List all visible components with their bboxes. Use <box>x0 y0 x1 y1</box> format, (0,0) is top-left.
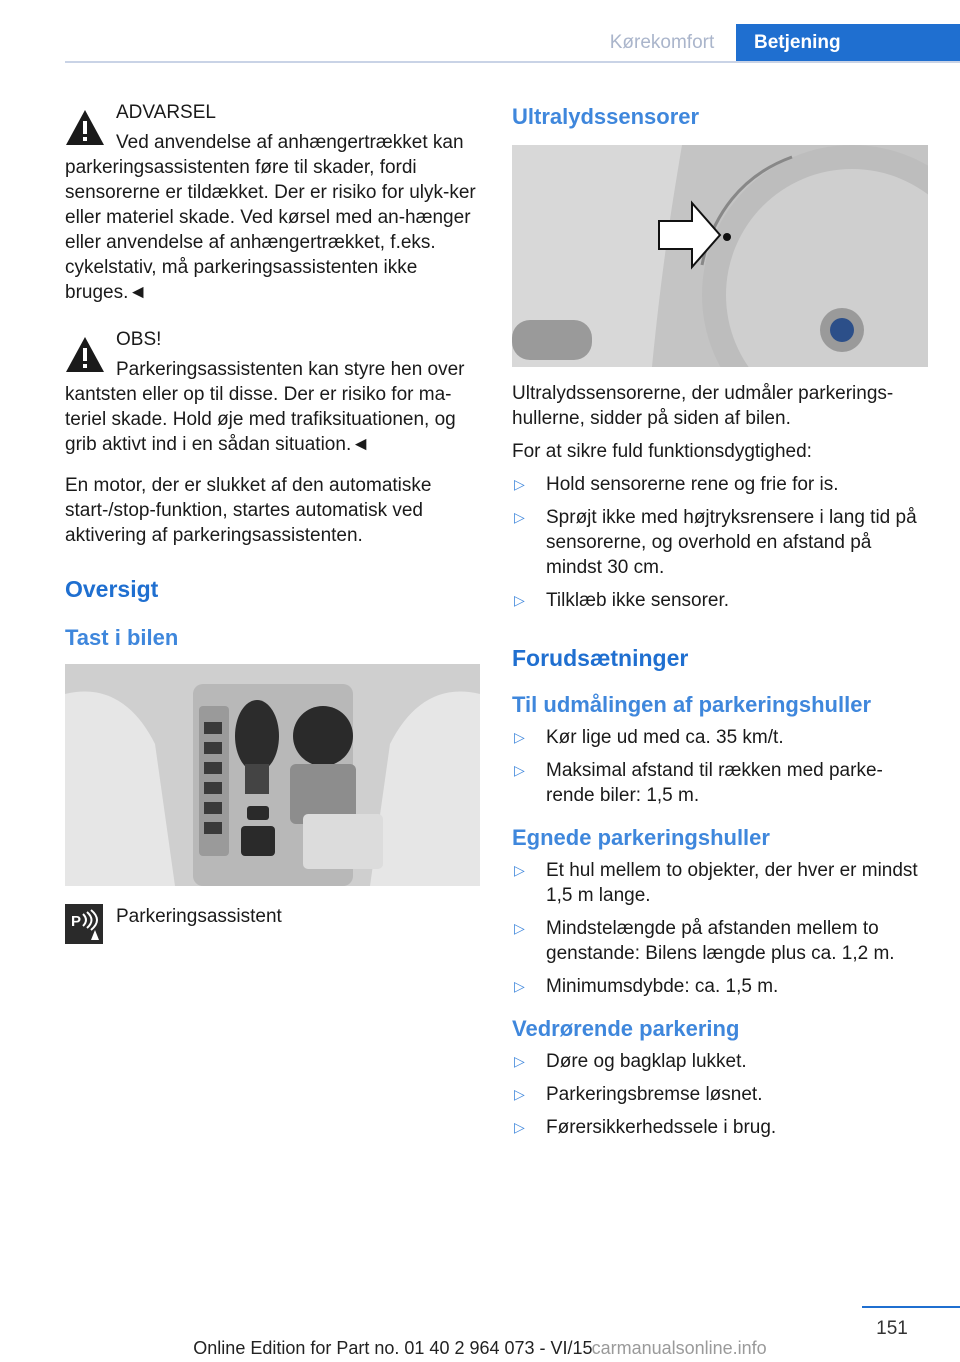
list-item: ▷ Minimumsdybde: ca. 1,5 m. <box>514 976 779 997</box>
list-item: ▷ Sprøjt ikke med højtryksrensere i lang tid på sensorerne, og overhold en afstand på mindst 30 cm. <box>514 507 917 578</box>
list-item: ▷ Parkeringsbremse løsnet. <box>514 1084 763 1105</box>
right-column <box>512 100 928 1148</box>
start-stop-paragraph: En motor, der er slukket af den automatiske start-/stop-funktion, startes automatisk ved aktivering af parkeringsassistenten. <box>65 475 432 546</box>
heading-tast-i-bilen: Tast i bilen <box>65 625 179 650</box>
parking-assistant-icon <box>65 904 103 944</box>
measure-list <box>512 725 928 808</box>
bullet-marker: ▷ <box>514 762 525 778</box>
suitable-list <box>512 858 928 999</box>
warning-title: ADVARSEL <box>116 102 216 123</box>
warning-icon <box>65 108 105 148</box>
edition-text: Online Edition for Part no. 01 40 2 964 073 - VI/15 <box>193 1338 593 1358</box>
page-number-rule <box>862 1306 960 1308</box>
bullet-marker: ▷ <box>514 1053 525 1069</box>
header-rule <box>65 61 960 63</box>
bullet-marker: ▷ <box>514 476 525 492</box>
footer-edition <box>0 1338 960 1359</box>
bullet-marker: ▷ <box>514 978 525 994</box>
caution-block <box>65 327 480 457</box>
bullet-marker: ▷ <box>514 1119 525 1135</box>
parking-list <box>512 1049 928 1140</box>
list-item: ▷ Maksimal afstand til rækken med parke‐rende biler: 1,5 m. <box>514 760 883 806</box>
list-item: ▷ Mindstelængde på afstanden mellem to genstande: Bilens længde plus ca. 1,2 m. <box>514 918 895 964</box>
header-chapter-tab: Betjening <box>736 24 960 62</box>
heading-oversigt: Oversigt <box>65 576 159 602</box>
caution-text: Parkeringsassistenten kan styre hen over kantsten eller op til disse. Der er risiko for ma‐teriel skade. Hold øje med trafiksituationen, og grib aktivt ind i en sådan situation.◄ <box>65 359 465 455</box>
heading-egnede: Egnede parkeringshuller <box>512 825 770 850</box>
warning-icon <box>65 335 105 375</box>
function-intro: For at sikre fuld funktionsdygtighed: <box>512 441 812 462</box>
heading-udmaaling: Til udmålingen af parkeringshuller <box>512 692 872 717</box>
sensor-location-image <box>512 145 928 367</box>
watermark: carmanualsonline.info <box>591 1338 767 1358</box>
center-console-image <box>65 664 480 886</box>
sensors-text: Ultralydssensorerne, der udmåler parkerings‐hullerne, sidder på siden af bilen. <box>512 383 894 429</box>
function-list <box>512 472 928 613</box>
page-number: 151 <box>876 1318 908 1339</box>
warning-block <box>65 100 480 305</box>
heading-parkering: Vedrørende parkering <box>512 1016 740 1041</box>
list-item: ▷ Førersikkerhedssele i brug. <box>514 1117 777 1138</box>
warning-text: Ved anvendelse af anhængertrækket kan parkeringsassistenten føre til skader, fordi sensorerne er tildækket. Der er risiko for ulyk‐ker eller materiel skade. Ved kørsel med an‐hænger eller anvendelse af anhængertrækket, f.eks. cykelstativ, må parkeringsassistenten ikke bruges.◄ <box>65 132 476 303</box>
bullet-marker: ▷ <box>514 920 525 936</box>
bullet-marker: ▷ <box>514 592 525 608</box>
bullet-marker: ▷ <box>514 729 525 745</box>
list-item: ▷ Et hul mellem to objekter, der hver er mindst 1,5 m lange. <box>514 860 918 906</box>
header-section-tab: Kørekomfort <box>609 32 715 53</box>
svg-text:P: P <box>71 913 82 930</box>
caution-title: OBS! <box>116 329 162 350</box>
heading-ultralydssensorer: Ultralydssensorer <box>512 104 700 129</box>
bullet-marker: ▷ <box>514 862 525 878</box>
left-column <box>65 100 480 929</box>
list-item: ▷ Døre og bagklap lukket. <box>514 1051 747 1072</box>
picto-label: Parkeringsassistent <box>116 906 282 927</box>
bullet-marker: ▷ <box>514 1086 525 1102</box>
list-item: ▷ Hold sensorerne rene og frie for is. <box>514 474 839 495</box>
picto-row <box>65 904 480 929</box>
list-item: ▷ Tilklæb ikke sensorer. <box>514 590 730 611</box>
heading-forudsaetninger: Forudsætninger <box>512 645 689 671</box>
list-item: ▷ Kør lige ud med ca. 35 km/t. <box>514 727 784 748</box>
bullet-marker: ▷ <box>514 509 525 525</box>
